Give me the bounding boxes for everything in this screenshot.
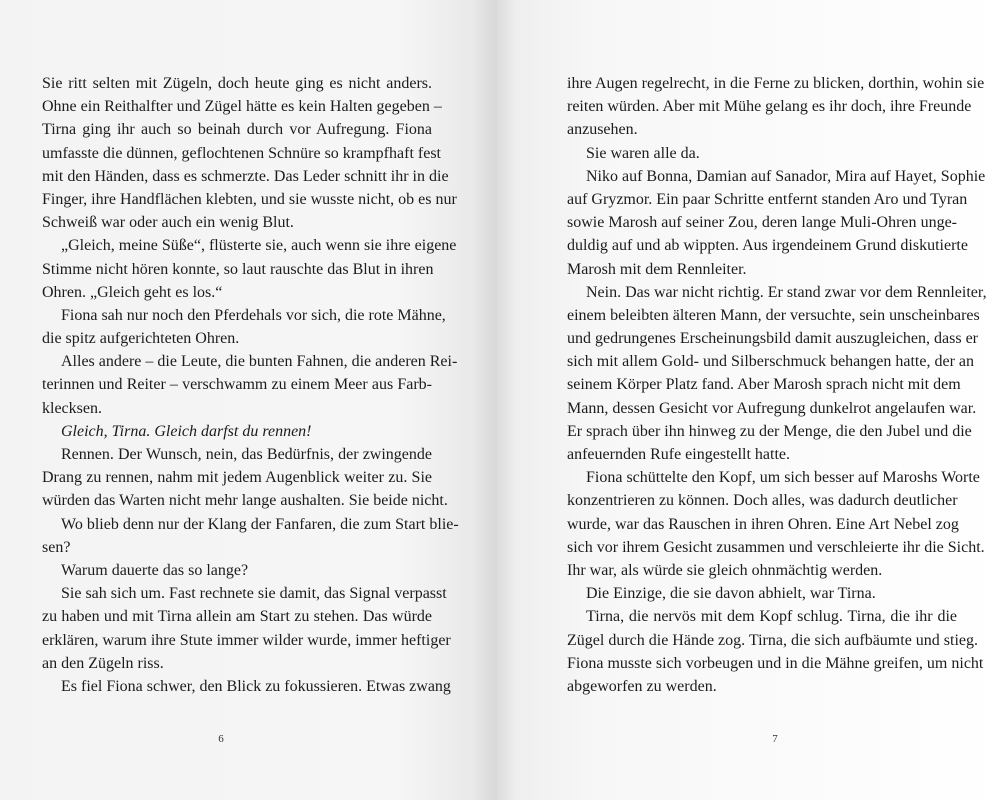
text-line: Warum dauerte das so lange? <box>61 561 249 579</box>
text-line: abgeworfen zu werden. <box>567 677 717 695</box>
text-line: an den Zügeln riss. <box>42 654 164 672</box>
text-line: erklären, warum ihre Stute immer wilder wurde, immer heftiger <box>42 631 451 649</box>
text-line: auf Gryzmor. Ein paar Schritte entfernt standen Aro und Tyran <box>567 190 968 208</box>
text-line: Rennen. Der Wunsch, nein, das Bedürfnis, der zwingende <box>61 446 432 463</box>
text-line: Tirna ging ihr auch so beinah durch vor Aufregung. Fiona <box>42 121 432 139</box>
text-line: umfasste die dünnen, geflochtenen Schnüre so krampfhaft fest <box>42 144 441 162</box>
text-line: Nein. Das war nicht richtig. Er stand zwar vor dem Rennleiter, <box>586 283 987 301</box>
text-line: anzusehen. <box>567 121 638 139</box>
text-line: Fiona sah nur noch den Pferdehals vor sich, die rote Mähne, <box>61 306 446 324</box>
text-line: sen? <box>42 538 71 556</box>
text-line: wurde, war das Rauschen in ihren Ohren. Eine Art Nebel zog <box>567 515 959 533</box>
text-line: einem beleibten älteren Mann, der versuchte, sein unscheinbares <box>567 306 980 324</box>
text-line: Sie sah sich um. Fast rechnete sie damit, das Signal verpasst <box>61 585 447 603</box>
text-line: Mann, dessen Gesicht vor Aufregung dunkelrot angelaufen war. <box>567 399 977 417</box>
text-line: sich vor ihrem Gesicht zusammen und verschleierte ihr die Sicht. <box>567 538 985 556</box>
text-line: Gleich, Tirna. Gleich darfst du rennen! <box>61 422 312 440</box>
text-line: konzentrieren zu können. Doch alles, was dadurch deutlicher <box>567 492 958 510</box>
right-page <box>497 0 1000 800</box>
left-page <box>0 0 497 800</box>
right-page-text <box>567 72 987 698</box>
text-line: terinnen und Reiter – verschwamm zu einem Meer aus Farb- <box>42 376 432 394</box>
text-line: Fiona musste sich vorbeugen und in die Mähne greifen, um nicht <box>567 654 984 672</box>
text-line: „Gleich, meine Süße“, flüsterte sie, auch wenn sie ihre eigene <box>61 237 457 255</box>
text-line: Niko auf Bonna, Damian auf Sanador, Mira auf Hayet, Sophie <box>586 167 986 185</box>
left-page-text <box>42 72 459 698</box>
text-line: Fiona schüttelte den Kopf, um sich besser auf Maroshs Worte <box>586 469 980 487</box>
text-line: ihre Augen regelrecht, in die Ferne zu blicken, dorthin, wohin sie <box>567 75 985 92</box>
text-line: Wo blieb denn nur der Klang der Fanfaren, die zum Start blie- <box>61 515 459 533</box>
text-line: seinem Körper Platz fand. Aber Marosh sprach nicht mit dem <box>567 376 961 394</box>
text-line: Ohne ein Reithalfter und Zügel hätte es kein Halten gegeben – <box>42 98 442 116</box>
text-line: die spitz aufgerichteten Ohren. <box>42 330 240 348</box>
text-line: Sie ritt selten mit Zügeln, doch heute ging es nicht anders. <box>42 75 432 92</box>
text-line: und gedrungenes Erscheinungsbild damit auszugleichen, dass er <box>567 330 978 348</box>
text-line: reiten würden. Aber mit Mühe gelang es ihr doch, ihre Freunde <box>567 98 972 116</box>
text-line: Alles andere – die Leute, die bunten Fahnen, die anderen Rei- <box>61 353 458 371</box>
right-page-number: 7 <box>772 733 778 745</box>
text-line: würden das Warten nicht mehr lange aushalten. Sie beide nicht. <box>42 492 448 510</box>
text-line: Finger, ihre Handflächen klebten, und sie wusste nicht, ob es nur <box>42 190 457 208</box>
text-line: klecksen. <box>42 399 102 417</box>
text-line: Die Einzige, die sie davon abhielt, war Tirna. <box>586 585 876 603</box>
text-line: Marosh mit dem Rennleiter. <box>567 260 747 278</box>
text-line: Tirna, die nervös mit dem Kopf schlug. Tirna, die ihr die <box>586 608 957 626</box>
text-line: Sie waren alle da. <box>586 144 700 162</box>
text-line: Stimme nicht hören konnte, so laut rauschte das Blut in ihren <box>42 260 434 278</box>
text-line: duldig auf und ab wippten. Aus irgendeinem Grund diskutierte <box>567 237 968 255</box>
text-line: Drang zu rennen, nahm mit jedem Augenblick weiter zu. Sie <box>42 469 432 487</box>
text-line: Es fiel Fiona schwer, den Blick zu fokussieren. Etwas zwang <box>61 677 451 695</box>
text-line: Ihr war, als würde sie gleich ohnmächtig werden. <box>567 561 883 579</box>
text-line: sowie Marosh auf seiner Zou, deren lange Muli-Ohren unge- <box>567 214 957 232</box>
text-line: Schweiß war oder auch ein wenig Blut. <box>42 214 294 232</box>
text-line: zu haben und mit Tirna allein am Start zu stehen. Das würde <box>42 608 432 626</box>
text-line: Zügel durch die Hände zog. Tirna, die sich aufbäumte und stieg. <box>567 631 979 649</box>
text-line: Er sprach über ihn hinweg zu der Menge, die den Jubel und die <box>567 422 972 440</box>
left-page-number: 6 <box>218 733 224 745</box>
text-line: sich mit allem Gold- und Silberschmuck behangen hatte, der an <box>567 353 974 371</box>
text-line: anfeuernden Rufe eingestellt hatte. <box>567 446 791 463</box>
text-line: Ohren. „Gleich geht es los.“ <box>42 283 223 301</box>
text-line: mit den Händen, dass es schmerzte. Das Leder schnitt ihr in die <box>42 167 449 185</box>
